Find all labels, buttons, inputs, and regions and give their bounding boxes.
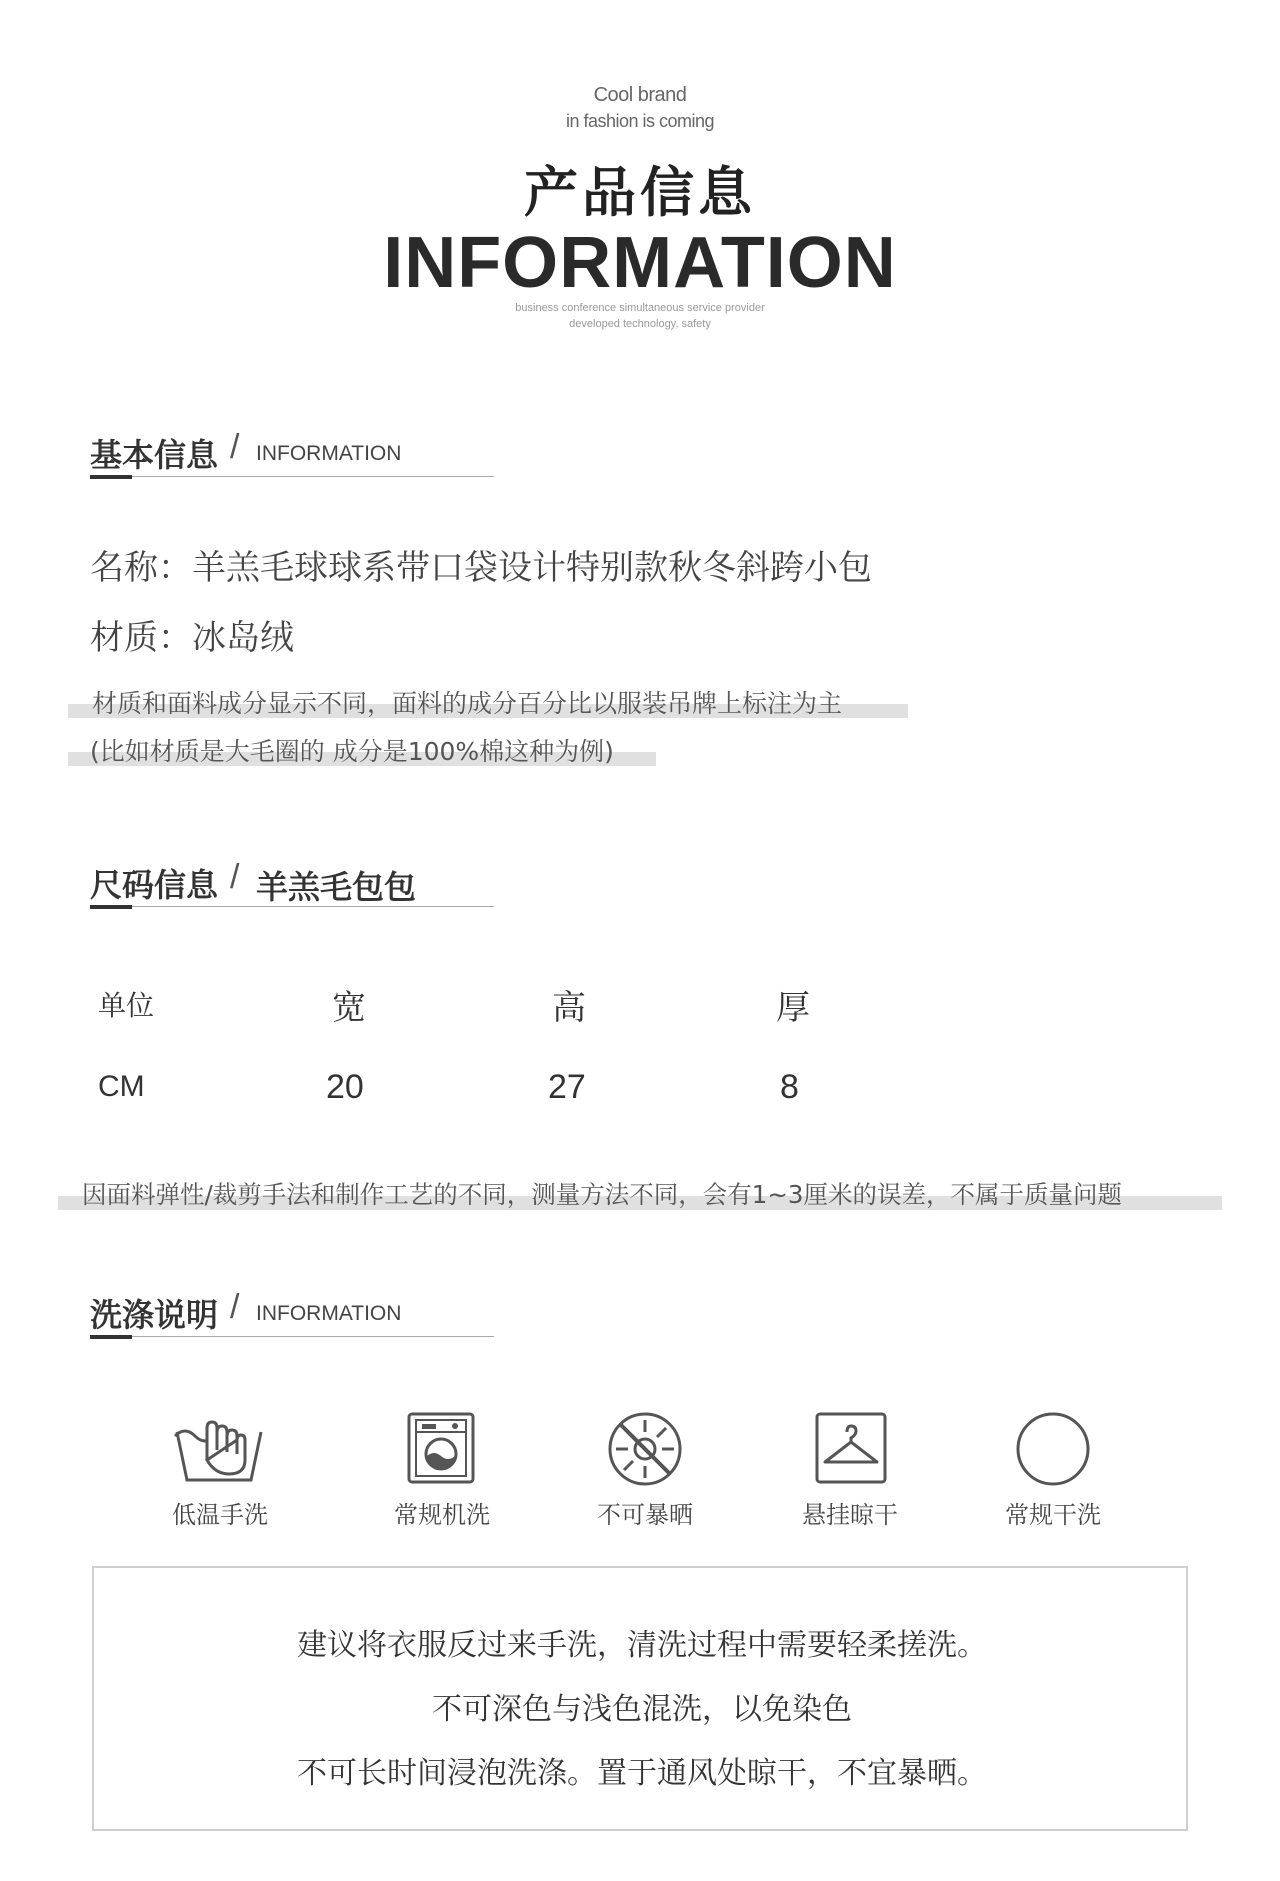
value-cell-height: 27	[548, 1068, 586, 1106]
product-name: 名称：羊羔毛球球系带口袋设计特别款秋冬斜跨小包	[90, 548, 872, 588]
care-line-1: 建议将衣服反过来手洗，清洗过程中需要轻柔搓洗。	[297, 1628, 987, 1663]
section-separator: /	[230, 1288, 240, 1326]
care-line-2: 不可深色与浅色混洗，以免染色	[432, 1692, 852, 1727]
value-cell-thickness: 8	[780, 1068, 799, 1106]
value-cell-unit: CM	[98, 1070, 145, 1103]
section-rule	[90, 476, 494, 477]
care-instructions-box	[92, 1566, 1188, 1831]
size-note: 因面料弹性/裁剪手法和制作工艺的不同，测量方法不同，会有1~3厘米的误差，不属于质量问题	[82, 1180, 1122, 1209]
section-accent	[90, 905, 132, 909]
section-accent	[90, 1335, 132, 1339]
hang-dry-icon	[796, 1410, 906, 1490]
header-subtitle-1: business conference simultaneous service provider	[515, 302, 765, 314]
section-accent	[90, 475, 132, 479]
section-heading-basic-info	[90, 430, 494, 478]
hand-wash-icon	[164, 1410, 274, 1490]
brand-tagline-1: Cool brand	[593, 84, 687, 106]
product-material: 材质：冰岛绒	[90, 618, 294, 658]
no-sun-label: 不可暴晒	[597, 1501, 693, 1529]
header-cell-width: 宽	[332, 988, 366, 1028]
material-note-1: 材质和面料成分显示不同，面料的成分百分比以服装吊牌上标注为主	[92, 689, 843, 718]
header-cell-thickness: 厚	[776, 988, 810, 1028]
section-subtitle: INFORMATION	[256, 1302, 402, 1325]
page-title-cn: 产品信息	[524, 161, 756, 224]
hang-dry-label: 悬挂晾干	[802, 1501, 898, 1529]
header-cell-height: 高	[552, 988, 586, 1028]
value-cell-width: 20	[326, 1068, 364, 1106]
header-subtitle-2: developed technology, safety	[569, 318, 711, 330]
section-title: 洗涤说明	[90, 1296, 219, 1334]
brand-tagline-2: in fashion is coming	[565, 111, 715, 131]
section-title: 基本信息	[90, 436, 219, 474]
section-heading-size-info	[90, 860, 494, 908]
header-cell-unit: 单位	[98, 989, 155, 1022]
section-rule	[90, 1336, 494, 1337]
no-sun-icon	[590, 1410, 700, 1490]
material-note-2: (比如材质是大毛圈的 成分是100%棉这种为例)	[90, 737, 614, 766]
section-subtitle: INFORMATION	[256, 442, 402, 465]
section-separator: /	[230, 428, 240, 466]
dry-clean-icon	[998, 1410, 1108, 1490]
machine-wash-icon	[386, 1410, 496, 1490]
page-title-en: INFORMATION	[383, 223, 897, 303]
section-subtitle: 羊羔毛包包	[256, 868, 417, 906]
section-heading-washing	[90, 1290, 494, 1338]
machine-wash-label: 常规机洗	[394, 1501, 490, 1529]
section-title: 尺码信息	[90, 866, 219, 904]
dry-clean-label: 常规干洗	[1005, 1501, 1101, 1529]
hand-wash-label: 低温手洗	[172, 1501, 268, 1529]
section-separator: /	[230, 858, 240, 896]
section-rule	[90, 906, 494, 907]
care-line-3: 不可长时间浸泡洗涤。置于通风处晾干，不宜暴晒。	[297, 1756, 987, 1791]
